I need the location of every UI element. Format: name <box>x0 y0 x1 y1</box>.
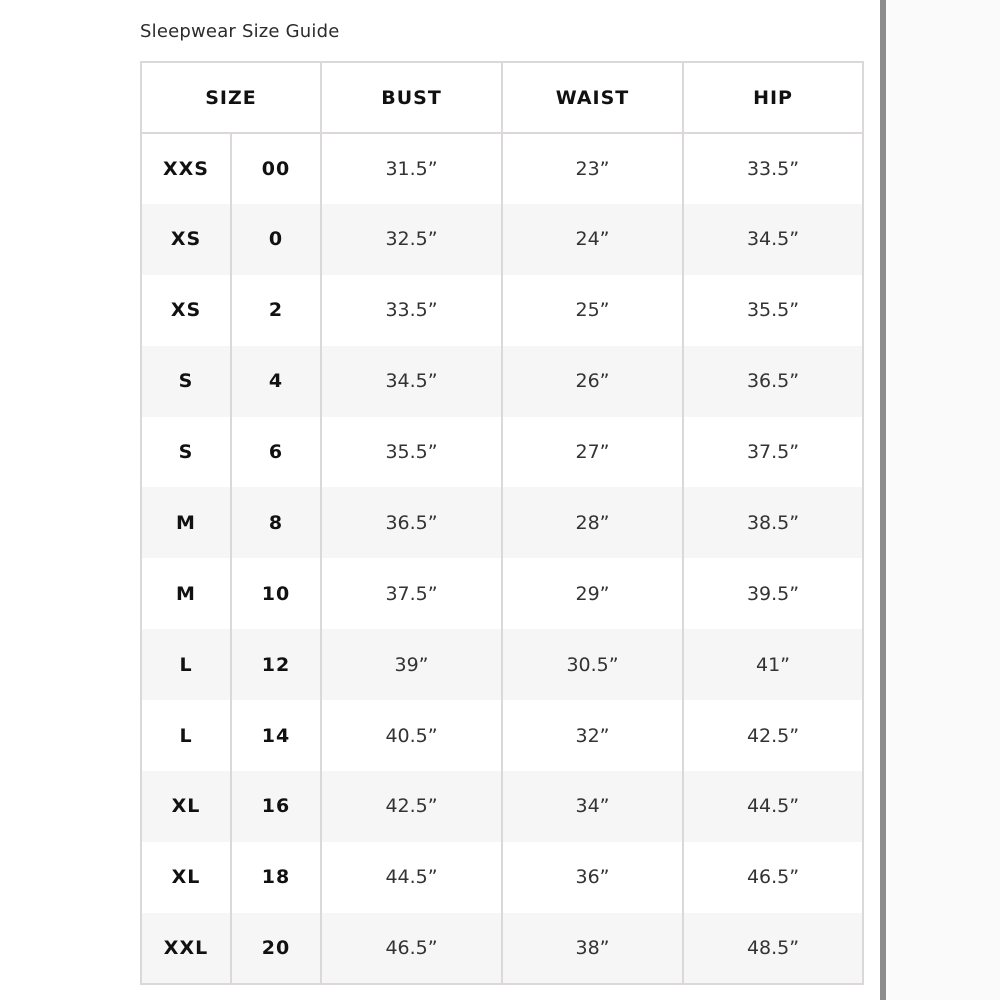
size-number-cell: 12 <box>231 629 321 700</box>
table-row <box>141 487 863 558</box>
size-number-cell: 20 <box>231 913 321 984</box>
waist-cell: 32” <box>502 700 683 771</box>
bust-cell: 42.5” <box>321 771 502 842</box>
size-number-cell: 00 <box>231 133 321 204</box>
table-row <box>141 204 863 275</box>
size-letter-cell: XS <box>141 275 231 346</box>
bust-cell: 31.5” <box>321 133 502 204</box>
size-letter-cell: XXS <box>141 133 231 204</box>
table-row <box>141 842 863 913</box>
hip-cell: 48.5” <box>746 936 800 959</box>
bust-cell: 39” <box>321 629 502 700</box>
bust-cell: 34.5” <box>321 346 502 417</box>
size-number-cell: 6 <box>231 417 321 488</box>
bust-cell: 44.5” <box>321 842 502 913</box>
bust-cell: 37.5” <box>321 558 502 629</box>
size-letter-cell: S <box>141 417 231 488</box>
table-row <box>141 275 863 346</box>
waist-column-header: WAIST <box>502 62 683 133</box>
hip-cell: 37.5” <box>746 441 800 463</box>
size-letter-cell: XXL <box>141 913 231 984</box>
waist-cell: 38” <box>502 913 683 984</box>
waist-cell: 23” <box>502 133 683 204</box>
right-background-strip <box>886 0 1000 1000</box>
hip-cell: 44.5” <box>746 795 800 818</box>
size-letter-cell: M <box>141 487 231 558</box>
table-row <box>141 629 863 700</box>
page-title: Sleepwear Size Guide <box>140 21 340 42</box>
bust-cell: 46.5” <box>321 913 502 984</box>
hip-cell: 46.5” <box>746 866 800 889</box>
table-row <box>141 913 863 984</box>
hip-cell: 42.5” <box>746 724 800 747</box>
size-letter-cell: XL <box>141 771 231 842</box>
header-row <box>141 62 863 133</box>
size-letter-cell: XS <box>141 204 231 275</box>
hip-cell: 41” <box>756 653 791 676</box>
waist-cell: 26” <box>502 346 683 417</box>
bust-cell: 36.5” <box>321 487 502 558</box>
bust-cell: 40.5” <box>321 700 502 771</box>
hip-cell: 38.5” <box>746 511 800 534</box>
size-letter-cell: M <box>141 558 231 629</box>
hip-cell: 36.5” <box>746 370 800 393</box>
size-letter-cell: S <box>141 346 231 417</box>
table-body <box>141 133 863 984</box>
table-row <box>141 346 863 417</box>
size-guide-table <box>140 61 864 985</box>
size-letter-cell: L <box>141 700 231 771</box>
waist-cell: 34” <box>502 771 683 842</box>
size-number-cell: 18 <box>231 842 321 913</box>
table-row <box>141 771 863 842</box>
table-row <box>141 558 863 629</box>
waist-cell: 27” <box>502 417 683 488</box>
hip-cell: 33.5” <box>746 157 800 180</box>
size-number-cell: 4 <box>231 346 321 417</box>
table-row <box>141 417 863 488</box>
size-number-cell: 2 <box>231 275 321 346</box>
table-row <box>141 133 863 204</box>
table-row <box>141 700 863 771</box>
hip-cell: 35.5” <box>746 299 800 322</box>
hip-cell: 34.5” <box>746 228 800 251</box>
bust-cell: 33.5” <box>321 275 502 346</box>
size-number-cell: 0 <box>231 204 321 275</box>
bust-cell: 35.5” <box>321 417 502 488</box>
bust-column-header: BUST <box>321 62 502 133</box>
hip-column-header: HIP <box>683 62 863 133</box>
table-header <box>141 62 863 133</box>
waist-cell: 30.5” <box>502 629 683 700</box>
bust-cell: 32.5” <box>321 204 502 275</box>
size-letter-cell: L <box>141 629 231 700</box>
size-number-cell: 14 <box>231 700 321 771</box>
size-number-cell: 8 <box>231 487 321 558</box>
size-letter-cell: XL <box>141 842 231 913</box>
hip-cell: 39.5” <box>746 582 800 605</box>
waist-cell: 24” <box>502 204 683 275</box>
waist-cell: 25” <box>502 275 683 346</box>
size-number-cell: 10 <box>231 558 321 629</box>
vertical-divider <box>880 0 886 1000</box>
waist-cell: 28” <box>502 487 683 558</box>
waist-cell: 36” <box>502 842 683 913</box>
size-column-header: SIZE <box>141 62 321 133</box>
size-number-cell: 16 <box>231 771 321 842</box>
waist-cell: 29” <box>502 558 683 629</box>
